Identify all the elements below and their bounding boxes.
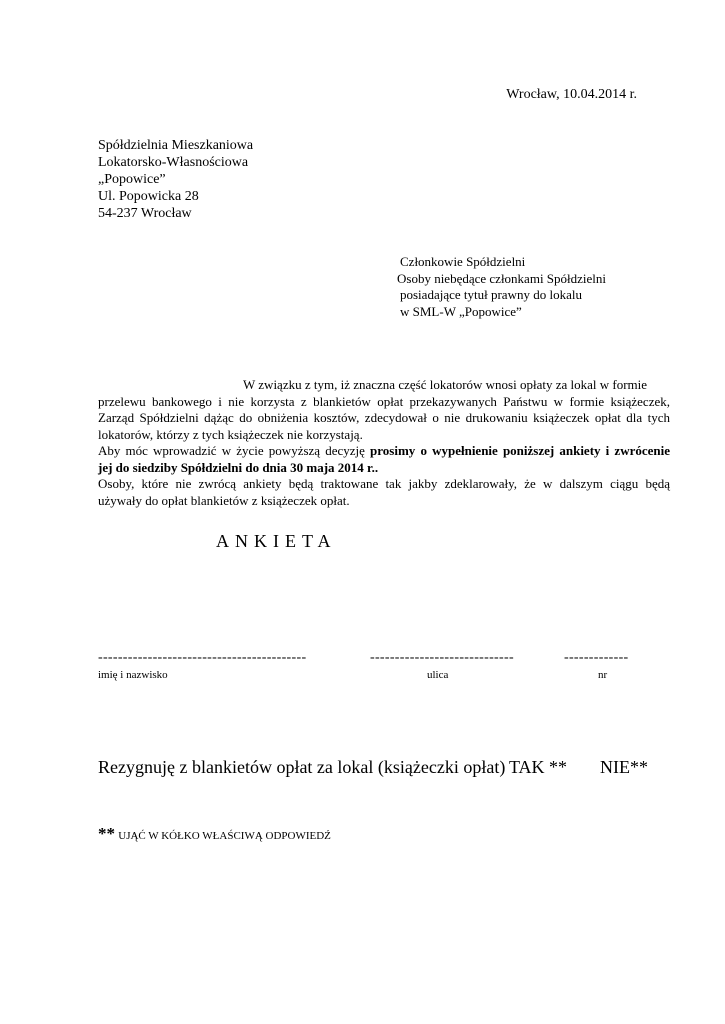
answer-no-option[interactable]: NIE** bbox=[600, 757, 648, 777]
letter-body bbox=[98, 377, 670, 509]
sender-line: „Popowice” bbox=[98, 172, 166, 187]
recipients-block bbox=[397, 254, 606, 320]
sender-line: Ul. Popowicka 28 bbox=[98, 189, 199, 204]
recipient-line: Członkowie Spółdzielni bbox=[400, 254, 526, 269]
answer-yes-option[interactable]: TAK ** bbox=[509, 757, 568, 777]
body-line: Osoby, które nie zwrócą ankiety będą traktowane tak jakby zdeklarowały, że w dalszym ciągu będą bbox=[98, 476, 670, 491]
recipient-line: w SML-W „Popowice” bbox=[400, 303, 522, 319]
body-line-deadline: jej do siedziby Spółdzielni do dnia 30 maja 2014 r.. bbox=[98, 459, 379, 475]
body-line: Zarząd Spółdzielni dążąc do obniżenia kosztów, zdecydował o nie drukowaniu książeczek opłat dla tych bbox=[98, 410, 670, 425]
name-field-line[interactable]: ------------------------------------------ bbox=[98, 650, 307, 665]
sender-line: Spółdzielnia Mieszkaniowa bbox=[98, 138, 254, 153]
number-field-line[interactable]: ------------- bbox=[564, 650, 629, 665]
survey-question: Rezygnuję z blankietów opłat za lokal (książeczki opłat) bbox=[98, 757, 506, 777]
form-title: ANKIETA bbox=[216, 531, 337, 551]
body-line: lokatorów, którzy z tych książeczek nie korzystają. bbox=[98, 426, 363, 442]
footnote-text: UJĄĆ W KÓŁKO WŁAŚCIWĄ ODPOWIEDŹ bbox=[118, 830, 331, 842]
sender-address bbox=[98, 137, 253, 222]
recipient-line: Osoby niebędące członkami Spółdzielni bbox=[397, 270, 607, 286]
body-line: używały do opłat blankietów z książeczek opłat. bbox=[98, 492, 350, 508]
body-line: przelewu bankowego i nie korzysta z blankietów opłat przekazywanych Państwu w formie książeczek, bbox=[98, 393, 670, 409]
body-line-request bbox=[98, 443, 670, 460]
footnote bbox=[98, 824, 331, 844]
body-line: W związku z tym, iż znaczna część lokatorów wnosi opłaty za lokal w formie bbox=[243, 377, 648, 392]
street-field-label: ulica bbox=[427, 669, 449, 681]
recipient-line: posiadające tytuł prawny do lokalu bbox=[400, 287, 582, 302]
sender-line: Lokatorsko-Własnościowa bbox=[98, 155, 249, 170]
document-date: Wrocław, 10.04.2014 r. bbox=[506, 87, 637, 102]
street-field-line[interactable]: ----------------------------- bbox=[370, 650, 514, 665]
body-text-bold: prosimy o wypełnienie poniższej ankiety i zwrócenie bbox=[370, 443, 671, 458]
number-field-label: nr bbox=[598, 669, 608, 681]
name-field-label: imię i nazwisko bbox=[98, 669, 168, 681]
footnote-marker: ** bbox=[98, 824, 115, 843]
sender-line: 54-237 Wrocław bbox=[98, 206, 192, 221]
body-text-normal: Aby móc wprowadzić w życie powyższą decyzję bbox=[98, 443, 371, 458]
